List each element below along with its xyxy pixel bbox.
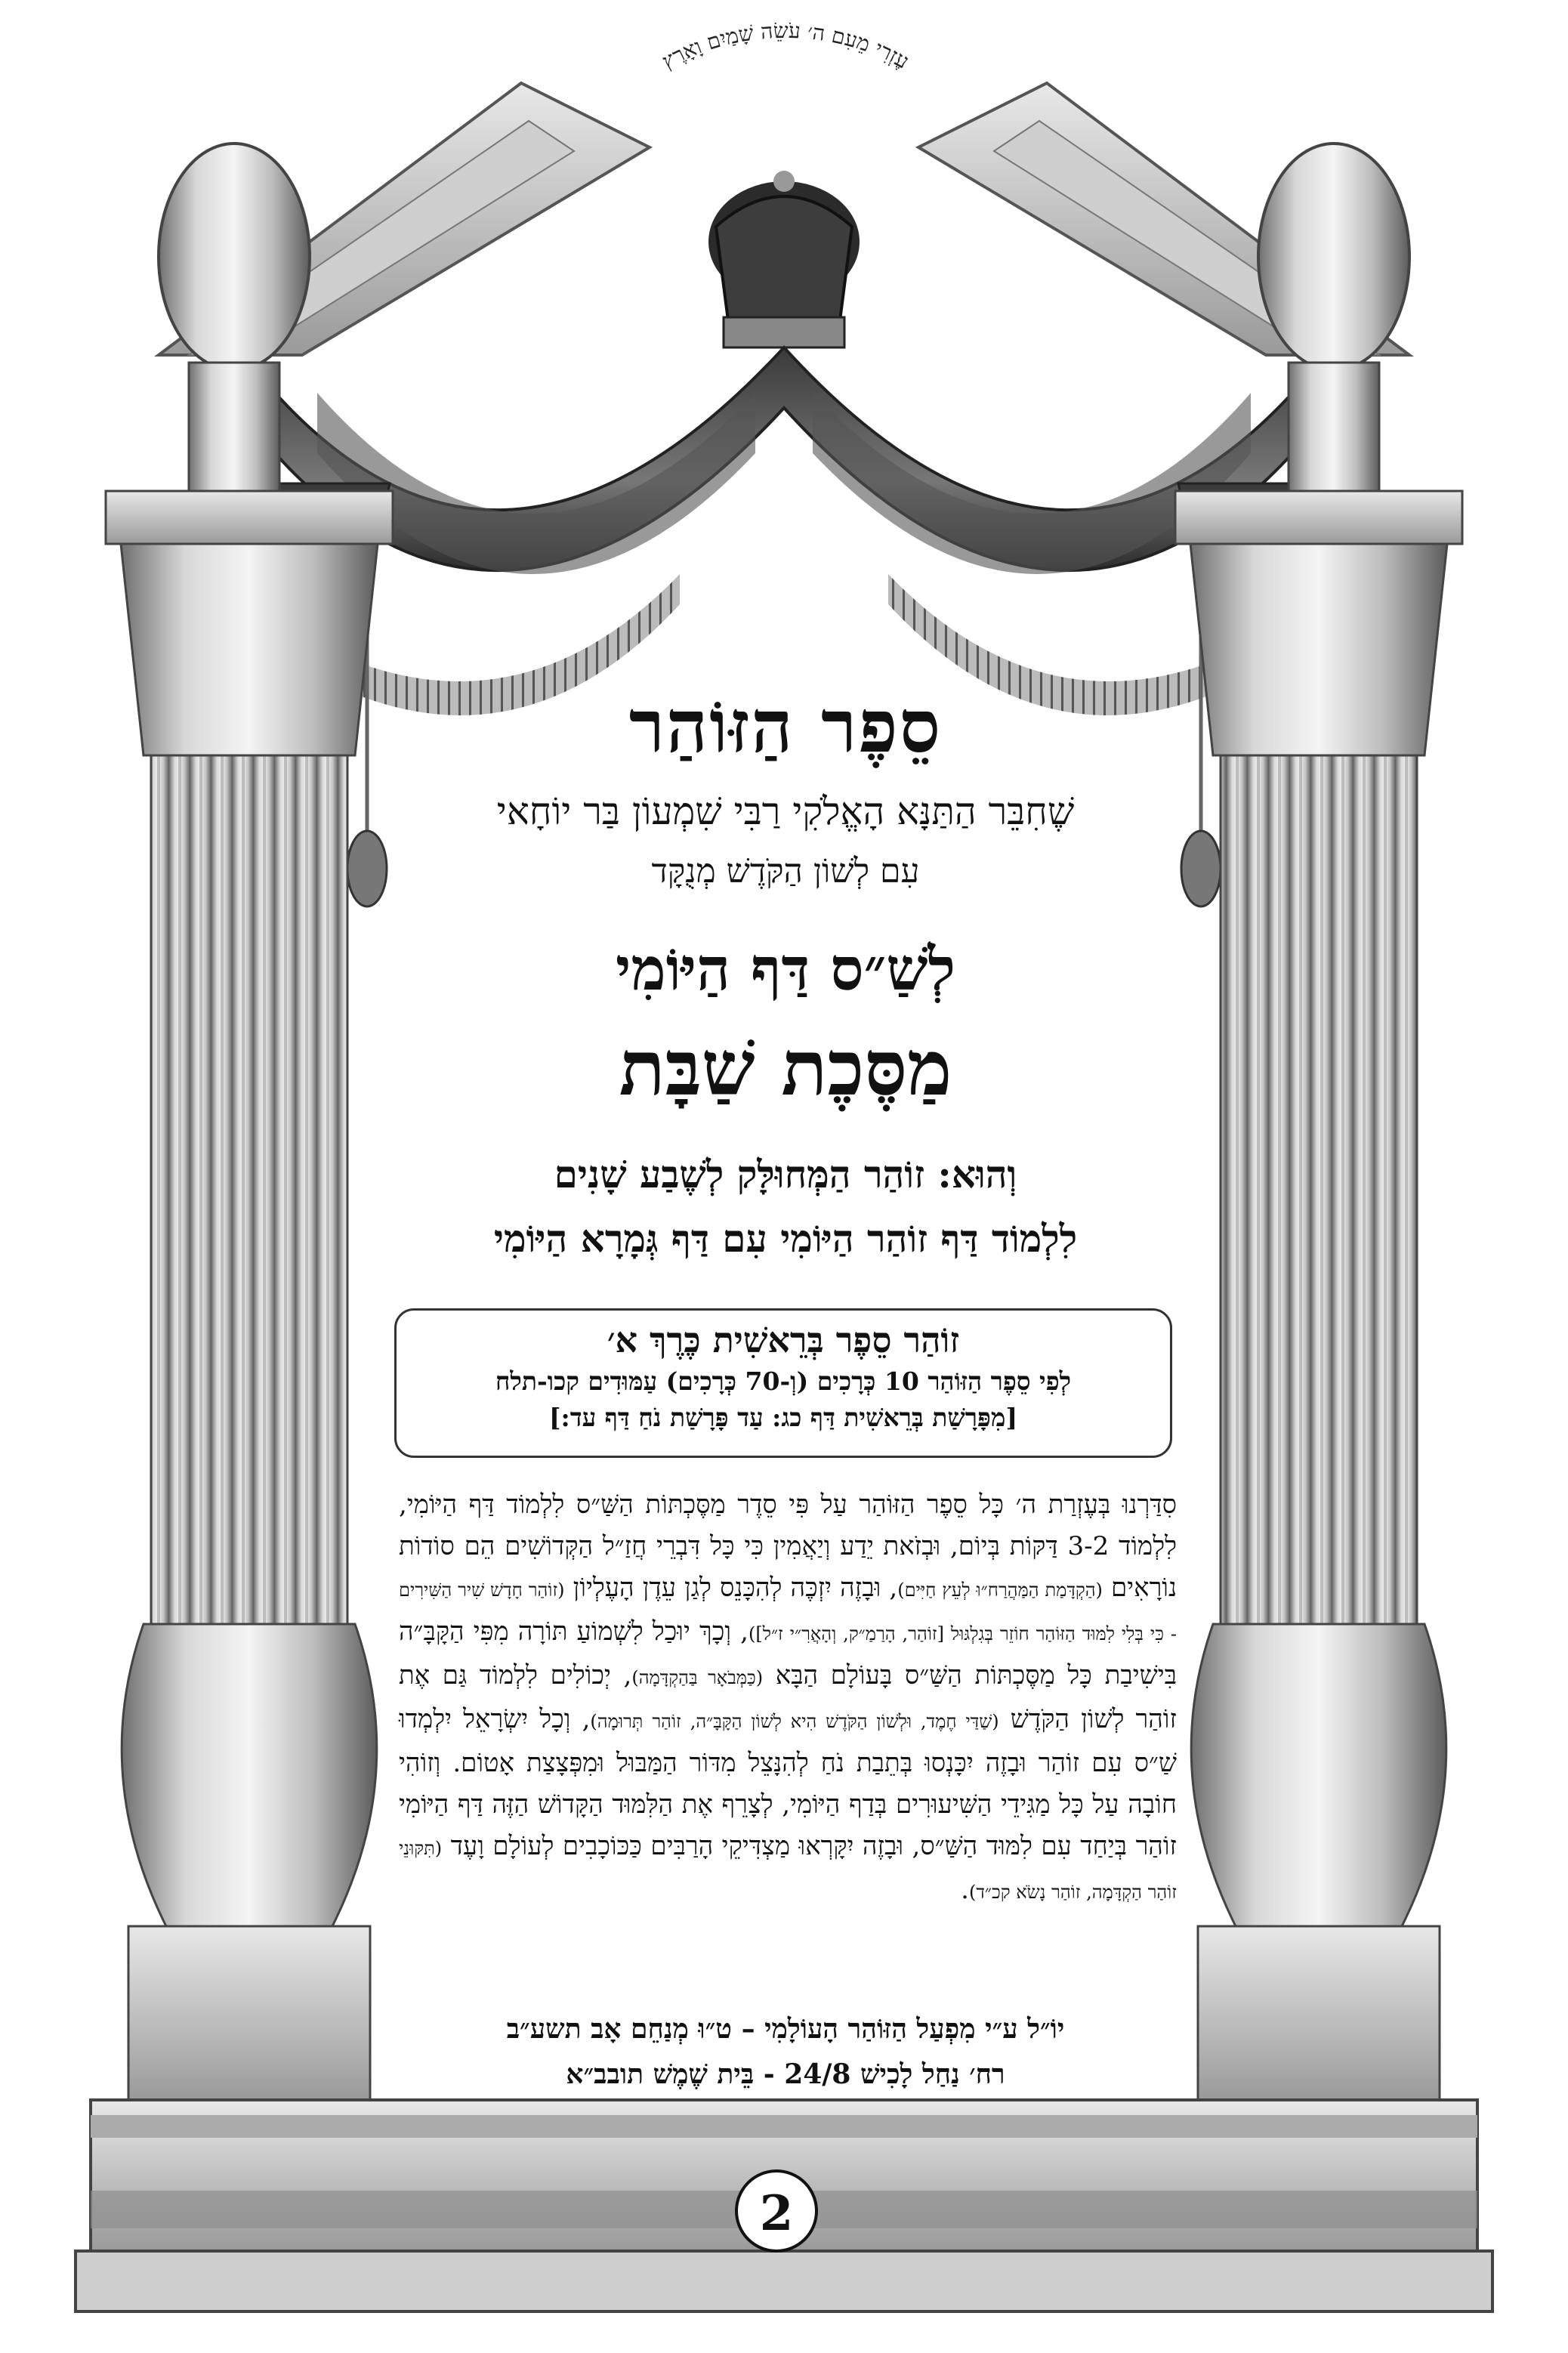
right-column [1175,491,1462,2100]
body-source: (תִּקּוּנֵי זוֹהַר הַקְדָּמָה, זוֹהַר נָשֹׂא קכ״ד) [399,1838,1177,1903]
svg-text:עֶזְרִי מֵעִם ה׳ עֹשֵׂה שָׁמַי [658,18,913,74]
tractate-title: מַסֶּכֶת שַׁבָּת [619,1024,952,1113]
intro-paragraph [399,1484,1177,1913]
body-segment: , וְכָל יִשְׂרָאֵל יִלְמְדוּ שַׁ״ס עִם זוֹהַר וּבָזֶה יִכָּנְסוּ בְּתֵבַת נֹחַ לְהִנָּצֵל מִדּוֹר הַמַּבּוּל וּמִפְּצָצַת אָטוֹם. וְזוֹהִי חוֹבָה עַל כָּל מַגִּידֵי הַשִּׁיעוּרִים בְּדַף הַיּוֹמִי, לְצָרֵף אֶת הַלִּמּוּד הַקָּדוֹשׁ הַזֶּה דַּף הַיּוֹמִי זוֹהַר בְּיַחַד עִם לִמּוּד הַשַּׁ״ס, וּבָזֶה יִקָּרְאוּ מַצְדִּיקֵי הָרַבִּים כַּכּוֹכָבִים לְעוֹלָם וָעֶד [399,1704,1177,1861]
body-end: . [961,1875,969,1905]
daf-yomi-title: לְשַׁ״ס דַּף הַיּוֹמִי [616,935,955,1004]
page-number: 2 [735,2169,818,2253]
body-source: (זוֹהַר חָדָשׁ שִׁיר הַשִּׁירִים - כִּי בְּלִי לִמּוּד הַזּוֹהַר חוֹזֵר בְּגִלְגּוּל [זוֹהַר, הָרַמַ״ק, וְהָאֲרִ״י ז״ל]) [399,1579,1177,1644]
volume-range: [מִפָּרָשַׁת בְּרֵאשִׁית דַּף כג: עַד פָּרָשַׁת נֹחַ דַּף עד:] [548,1403,1018,1432]
language-line: עִם לְשׁוֹן הַקֹּדֶשׁ מְנֻקָּד [651,852,920,891]
author-line: שֶׁחִבֵּר הַתַּנָּא הָאֱלֹקִי רַבִּי שִׁמְעוֹן בַּר יוֹחָאי [496,789,1075,833]
publisher-line: יוֹ״ל ע״י מִפְעַל הַזּוֹהַר הָעוֹלָמִי – ט״וּ מְנַחֵם אָב תשע״ב [506,2013,1065,2045]
main-title: סֵפֶר הַזּוֹהַר [628,684,943,769]
address-line: רח׳ נַחַל לָכִישׁ 24/8 - בֵּית שֶׁמֶשׁ תובב״א [566,2058,1005,2090]
body-source: (כַּמְּבֹאָר בַּהַקְדָּמָה) [631,1667,764,1688]
study-line: לִלְמוֹד דַּף זוֹהַר הַיּוֹמִי עִם דַּף גְּמָרָא הַיּוֹמִי [493,1216,1078,1261]
motto-text: עֶזְרִי מֵעִם ה׳ עֹשֵׂה שָׁמַיִם וָאָרֶץ [657,17,914,74]
body-segment: , וּבָזֶה יִזְכֶּה לְהִכָּנֵס לְגַן עֵדֶן הָעֶלְיוֹן [573,1573,898,1603]
volume-info-box [394,1308,1172,1458]
body-source: (שַׁדַּי חֶמֶד, וּלְשׁוֹן הַקֹּדֶשׁ הִיא לְשׁוֹן הַקָּבָּ״ה, זוֹהַר תְּרוּמָה) [590,1711,999,1732]
motto-arc [529,15,1042,196]
crown-emblem [708,171,860,347]
volume-pages: לְפִי סֵפֶר הַזּוֹהַר 10 כְּרָכִים (וְ-70 כְּרָכִים) עַמּוּדִים קכו-תלח [495,1366,1072,1396]
body-segment: , יְכוֹלִים לִלְמוֹד גַּם אֶת זוֹהַר לְשׁוֹן הַקֹּדֶשׁ [399,1660,1177,1734]
body-source: (הַקְדָּמַת הַמַּהֲרַח״וּ לְעֵץ חַיִּים) [897,1579,1103,1601]
body-segment: , וְכָךְ יוּכַל לִשְׁמוֹעַ תּוֹרָה מִפִּי הַקָּבָּ״ה בִּישִׁיבַת כָּל מַסֶּכְתּוֹת הַשַּׁ״ס בָּעוֹלָם הַבָּא [399,1617,1178,1691]
left-column [106,491,393,2100]
body-segment: סִדַּרְנוּ בְּעֶזְרַת ה׳ כָּל סֵפֶר הַזּוֹהַר עַל פִּי סֵדֶר מַסֶּכְתּוֹת הַשַּׁ״ס לִלְמוֹד דַּף הַיּוֹמִי, לִלְמוֹד 3-2 דַּקּוֹת בְּיוֹם, וּבְזֹאת יֵדַע וְיַאֲמִין כִּי כָּל דִּבְרֵי חֲזַ״ל הַקְּדוֹשִׁים הֵם סוֹדוֹת נוֹרָאִים [399,1490,1178,1603]
volume-title: זוֹהַר סֵפֶר בְּרֵאשִׁית כֶּרֶךְ א׳ [607,1320,960,1360]
division-line: וְהוּא: זוֹהַר הַמְּחוּלָּק לְשֶׁבַע שָׁנִים [554,1152,1017,1197]
